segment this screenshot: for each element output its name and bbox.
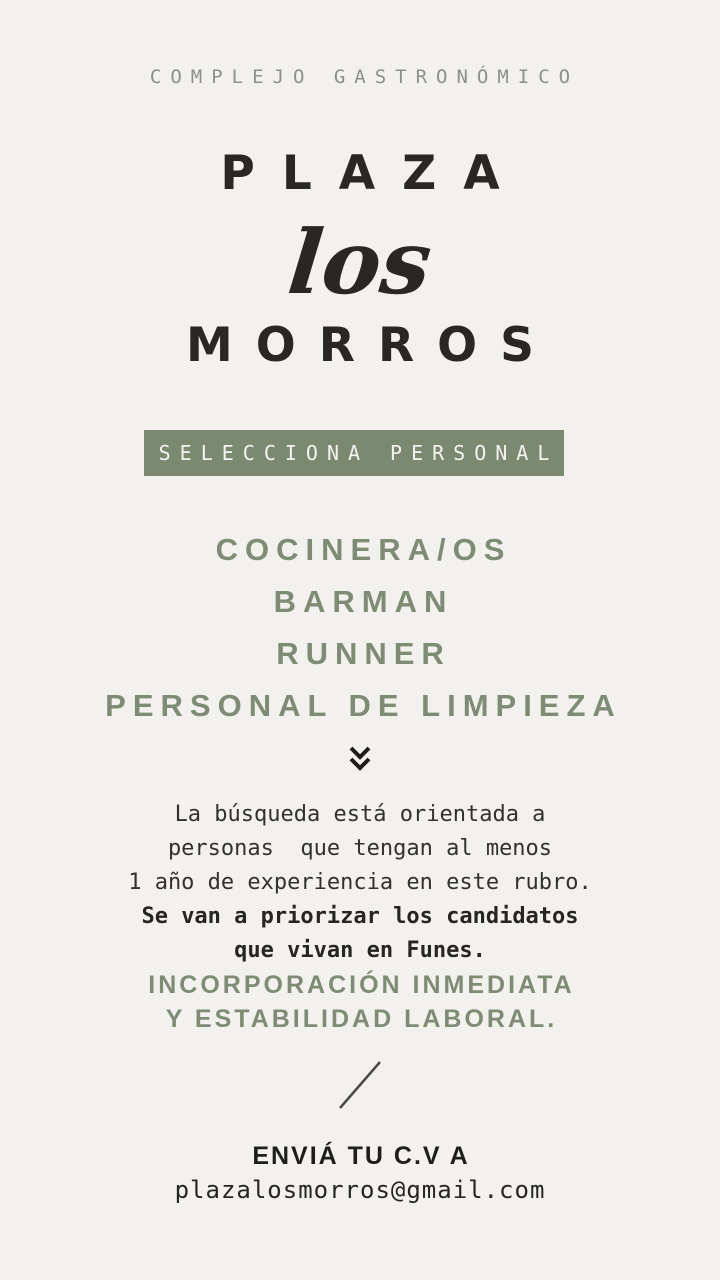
logo-line-morros: MORROS [186, 318, 557, 373]
logo-line-plaza: PLAZA [220, 146, 527, 201]
contact-heading: ENVIÁ TU C.V A [252, 1142, 470, 1170]
banner-label: SELECCIONA PERSONAL [158, 441, 559, 465]
double-chevron-down-icon [0, 744, 720, 776]
highlight-line: Y ESTABILIDAD LABORAL. [165, 1005, 558, 1033]
description-block [0, 798, 720, 1036]
job-item-cocinera: COCINERA/OS [215, 532, 512, 567]
contact-email: plazalosmorros@gmail.com [174, 1176, 546, 1204]
description-line: 1 año de experiencia en este rubro. [128, 870, 592, 895]
description-line: La búsqueda está orientada a [174, 802, 546, 827]
priority-line: que vivan en Funes. [234, 938, 486, 963]
logo-line-los: los [283, 210, 437, 314]
job-item-limpieza: PERSONAL DE LIMPIEZA [105, 688, 622, 723]
job-item-barman: BARMAN [273, 584, 454, 619]
kicker-text: COMPLEJO GASTRONÓMICO [149, 66, 580, 88]
highlight-line: INCORPORACIÓN INMEDIATA [148, 971, 575, 999]
job-item-runner: RUNNER [276, 636, 451, 671]
diagonal-slash-line [0, 1056, 720, 1112]
selecciona-personal-banner [144, 430, 564, 476]
description-line: personas que tengan al menos [167, 836, 553, 861]
job-list [0, 524, 720, 732]
priority-line: Se van a priorizar los candidatos [141, 904, 579, 929]
